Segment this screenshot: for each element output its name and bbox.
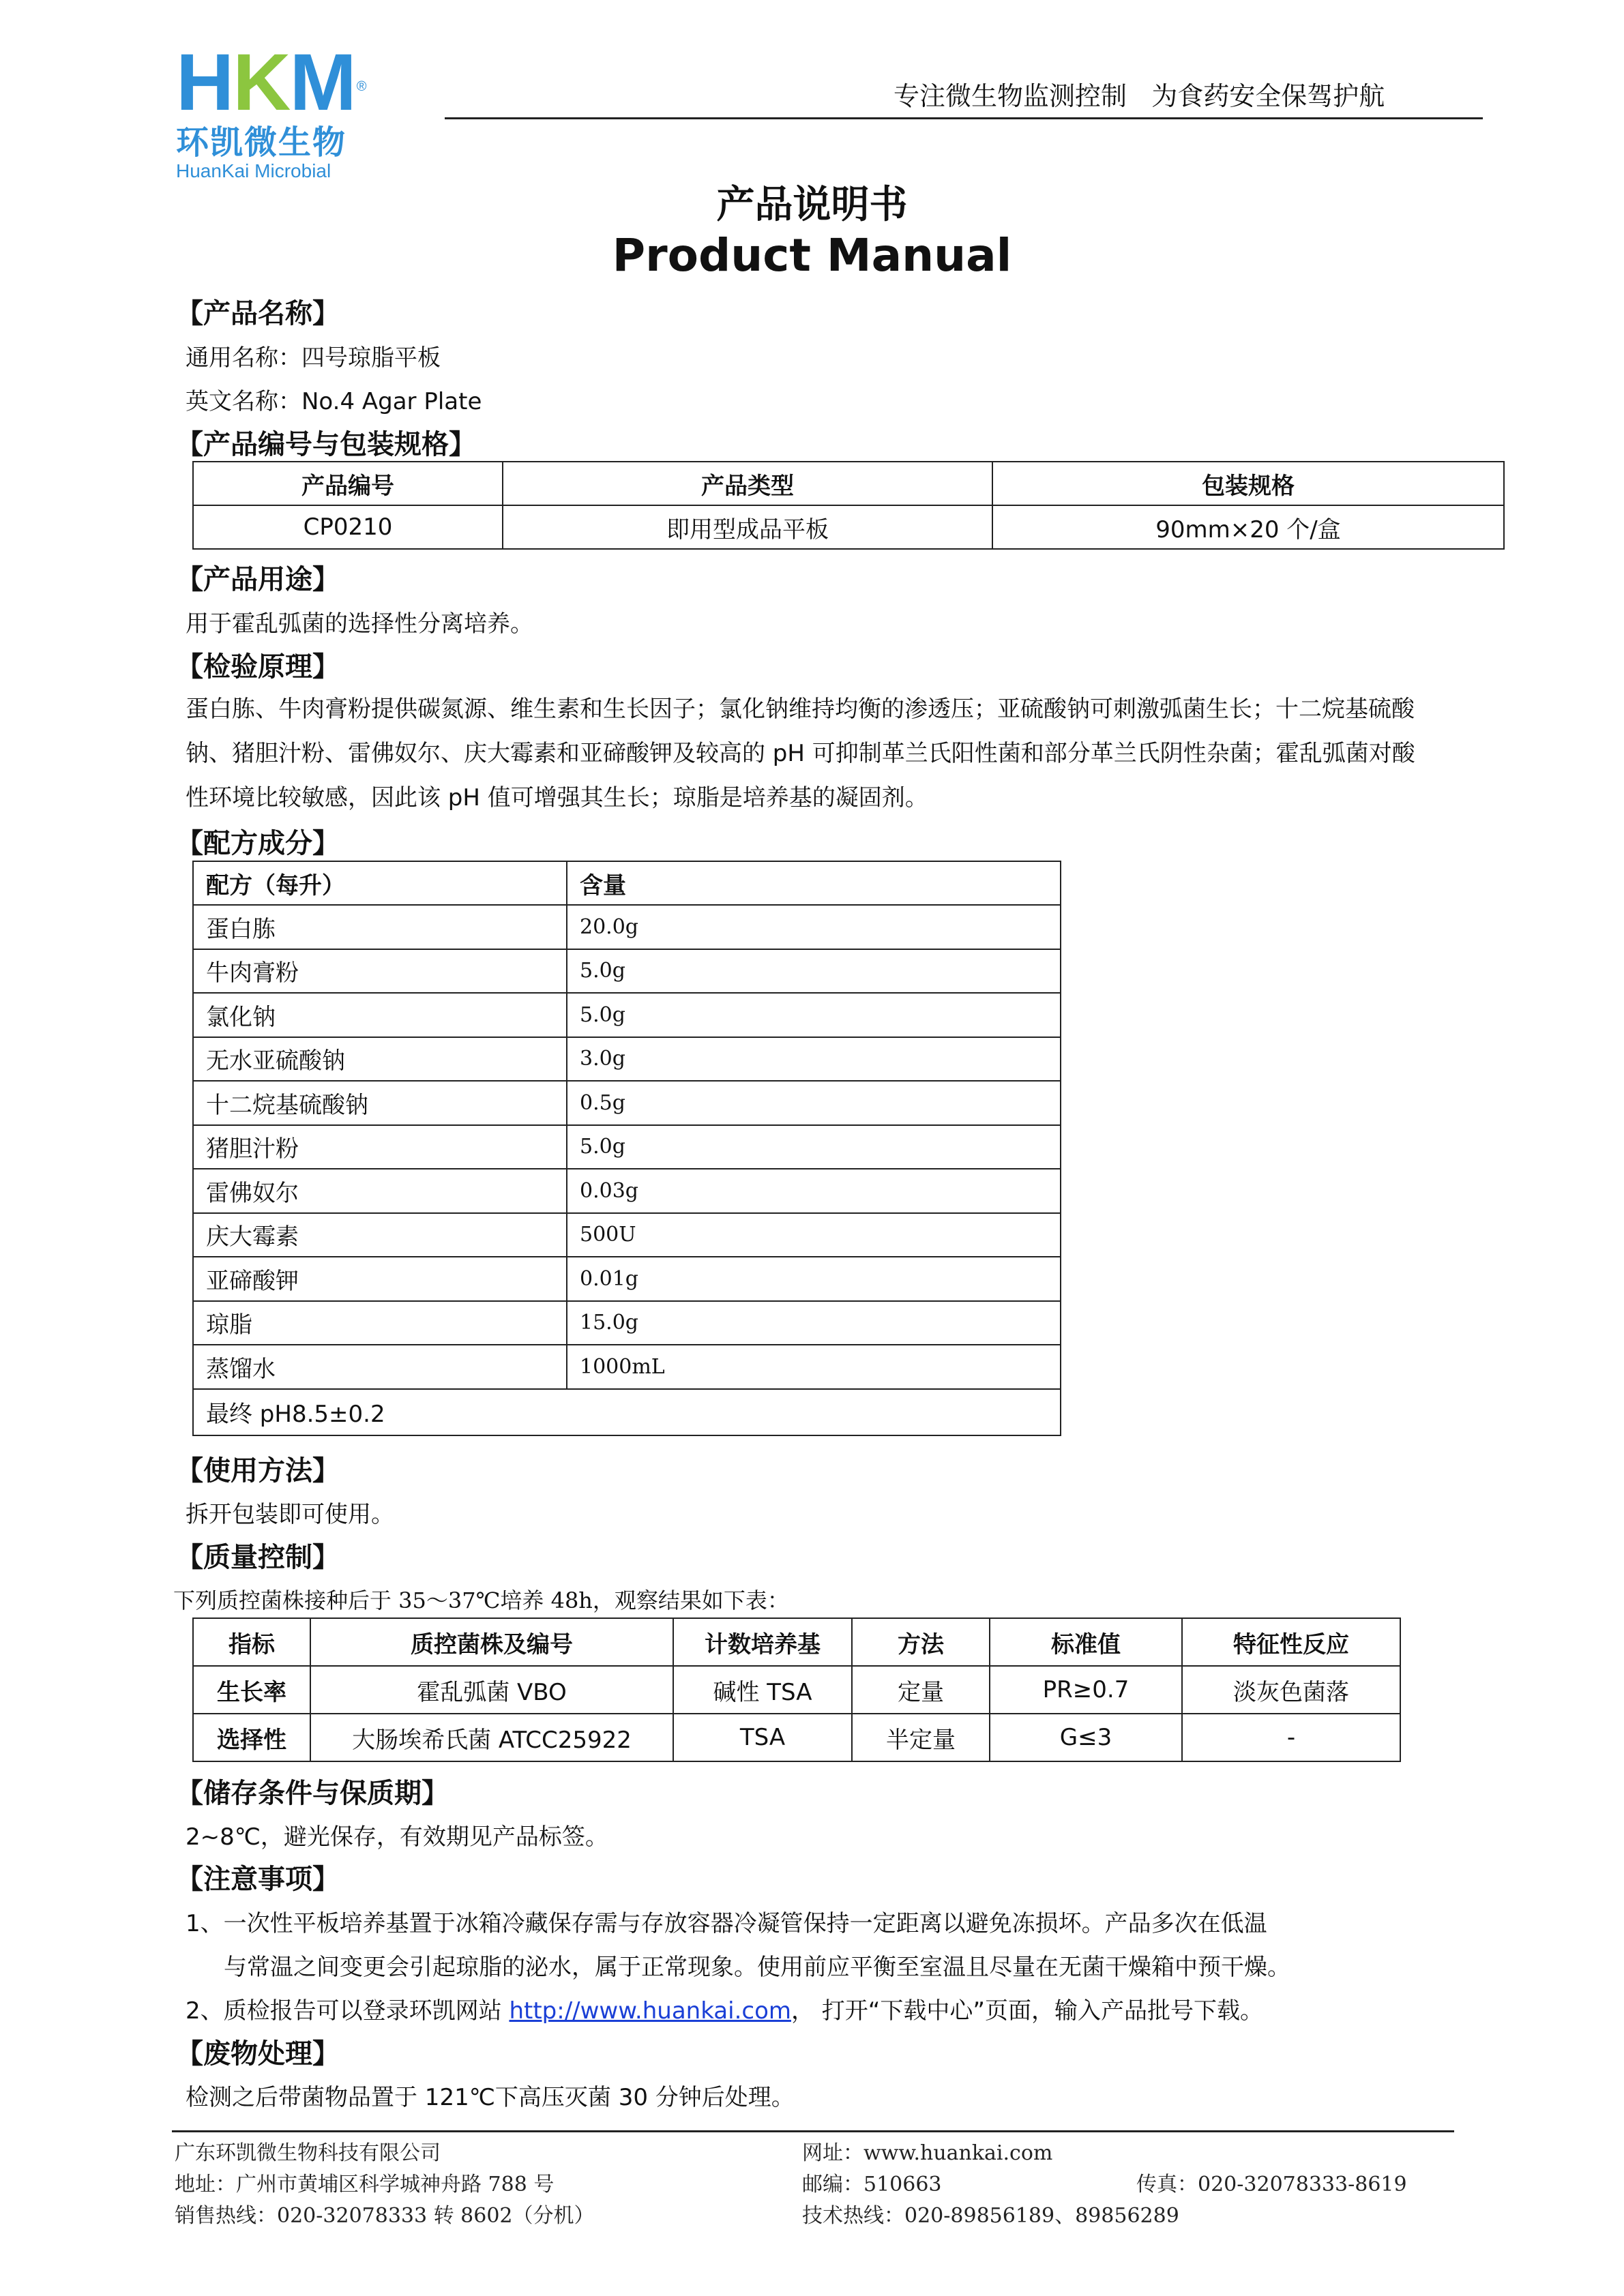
ingredient-name: 氯化钠 <box>193 993 567 1037</box>
method-text: 拆开包装即可使用。 <box>186 1501 394 1528</box>
section-heading-product-name: 【产品名称】 <box>176 298 340 329</box>
table-row <box>193 1257 1061 1301</box>
header-slogan: 专注微生物监测控制 为食药安全保驾护航 <box>894 81 1385 111</box>
section-heading-packaging: 【产品编号与包装规格】 <box>176 429 476 460</box>
ingredient-name: 蛋白胨 <box>193 905 567 949</box>
english-name: 英文名称：No.4 Agar Plate <box>186 388 482 415</box>
header-characteristic-reaction: 特征性反应 <box>1182 1618 1400 1666</box>
section-heading-principle: 【检验原理】 <box>176 651 340 683</box>
qc-strain: 大肠埃希氏菌 ATCC25922 <box>310 1714 673 1761</box>
ingredient-name: 牛肉膏粉 <box>193 949 567 994</box>
final-ph-row <box>193 1389 1061 1435</box>
ingredient-amount: 20.0g <box>567 905 1061 949</box>
table-row <box>193 1666 1400 1714</box>
qc-method: 定量 <box>852 1666 990 1714</box>
note-item-2-suffix: ， 打开“下载中心”页面，输入产品批号下载。 <box>791 1997 1264 2025</box>
footer-address: 地址：广州市黄埔区科学城神舟路 788 号 <box>175 2173 555 2196</box>
principle-text <box>186 687 1502 820</box>
ingredient-amount: 3.0g <box>567 1037 1061 1082</box>
common-name: 通用名称：四号琼脂平板 <box>186 344 441 372</box>
formula-table <box>192 861 1061 1436</box>
table-row <box>193 1714 1400 1761</box>
qc-indicator: 选择性 <box>193 1714 310 1761</box>
ingredient-amount: 5.0g <box>567 949 1061 994</box>
table-header-row <box>193 462 1504 505</box>
qc-medium: TSA <box>673 1714 852 1761</box>
note-item-2-prefix: 2、质检报告可以登录环凯网站 <box>186 1997 510 2025</box>
ingredient-name: 无水亚硫酸钠 <box>193 1037 567 1082</box>
qc-intro: 下列质控菌株接种后于 35～37℃培养 48h，观察结果如下表： <box>173 1587 789 1613</box>
package-spec: 90mm×20 个/盒 <box>992 505 1504 549</box>
ingredient-name: 十二烷基硫酸钠 <box>193 1081 567 1125</box>
qc-method: 半定量 <box>852 1714 990 1761</box>
ingredient-amount: 1000mL <box>567 1345 1061 1389</box>
header-ingredient: 配方（每升） <box>193 861 567 905</box>
table-row <box>193 1345 1061 1389</box>
table-row <box>193 949 1061 994</box>
logo-letter-k: K <box>233 38 290 128</box>
ingredient-amount: 0.03g <box>567 1169 1061 1213</box>
qc-medium: 碱性 TSA <box>673 1666 852 1714</box>
footer-divider <box>172 2130 1454 2132</box>
packaging-table <box>192 461 1505 550</box>
footer-website: 网址：www.huankai.com <box>802 2141 1053 2165</box>
qc-standard: PR≥0.7 <box>990 1666 1182 1714</box>
storage-text: 2~8℃，避光保存，有效期见产品标签。 <box>186 1823 608 1851</box>
section-heading-usage: 【产品用途】 <box>176 564 340 595</box>
qc-reaction: 淡灰色菌落 <box>1182 1666 1400 1714</box>
table-row <box>193 1125 1061 1169</box>
note-item-2 <box>186 1992 1263 2025</box>
section-heading-disposal: 【废物处理】 <box>176 2038 340 2070</box>
table-header-row <box>193 1618 1400 1666</box>
footer-postcode: 邮编：510663 <box>802 2173 942 2196</box>
note-item-1-line-2: 与常温之间变更会引起琼脂的泌水，属于正常现象。使用前应平衡至室温且尽量在无菌干燥箱中预干燥。 <box>224 1954 1290 1981</box>
disposal-text: 检测之后带菌物品置于 121℃下高压灭菌 30 分钟后处理。 <box>186 2084 795 2111</box>
logo-english-name: HuanKai Microbial <box>176 160 331 181</box>
logo-chinese-name: 环凯微生物 <box>176 123 347 162</box>
logo-letter-m: M <box>289 38 355 128</box>
document-title-chinese: 产品说明书 <box>716 183 908 227</box>
section-heading-storage: 【储存条件与保质期】 <box>176 1778 449 1809</box>
table-row <box>193 1081 1061 1125</box>
footer-tech-hotline: 技术热线：020-89856189、89856289 <box>802 2204 1179 2228</box>
header-amount: 含量 <box>567 861 1061 905</box>
table-row <box>193 1301 1061 1345</box>
header-standard-value: 标准值 <box>990 1618 1182 1666</box>
header-divider <box>445 117 1483 119</box>
table-row <box>193 1213 1061 1257</box>
table-row <box>193 505 1504 549</box>
ingredient-name: 亚碲酸钾 <box>193 1257 567 1301</box>
principle-line: 钠、猪胆汁粉、雷佛奴尔、庆大霉素和亚碲酸钾及较高的 pH 可抑制革兰氏阳性菌和部分革兰氏阴性杂菌；霍乱弧菌对酸 <box>186 740 1415 767</box>
ingredient-name: 雷佛奴尔 <box>193 1169 567 1213</box>
section-heading-quality-control: 【质量控制】 <box>176 1542 340 1573</box>
ingredient-amount: 0.5g <box>567 1081 1061 1125</box>
usage-text: 用于霍乱弧菌的选择性分离培养。 <box>186 610 533 638</box>
product-type: 即用型成品平板 <box>503 505 992 549</box>
ingredient-name: 庆大霉素 <box>193 1213 567 1257</box>
logo-letter-h: H <box>176 38 233 128</box>
footer-company: 广东环凯微生物科技有限公司 <box>175 2141 441 2165</box>
ingredient-amount: 5.0g <box>567 1125 1061 1169</box>
table-row <box>193 1169 1061 1213</box>
principle-line: 性环境比较敏感，因此该 pH 值可增强其生长；琼脂是培养基的凝固剂。 <box>186 784 928 811</box>
header-count-medium: 计数培养基 <box>673 1618 852 1666</box>
table-row <box>193 1037 1061 1082</box>
product-code: CP0210 <box>193 505 503 549</box>
header-package-spec: 包装规格 <box>992 462 1504 505</box>
ingredient-amount: 15.0g <box>567 1301 1061 1345</box>
logo-mark <box>176 38 435 128</box>
qc-reaction: - <box>1182 1714 1400 1761</box>
ingredient-name: 猪胆汁粉 <box>193 1125 567 1169</box>
header-strain: 质控菌株及编号 <box>310 1618 673 1666</box>
company-logo <box>176 38 435 181</box>
header-indicator: 指标 <box>193 1618 310 1666</box>
footer-sales-hotline: 销售热线：020-32078333 转 8602（分机） <box>175 2204 595 2228</box>
header-product-type: 产品类型 <box>503 462 992 505</box>
section-heading-formula: 【配方成分】 <box>176 828 340 859</box>
header-method: 方法 <box>852 1618 990 1666</box>
ingredient-amount: 5.0g <box>567 993 1061 1037</box>
note-item-1-line-1: 1、一次性平板培养基置于冰箱冷藏保存需与存放容器冷凝管保持一定距离以避免冻损坏。产品多次在低温 <box>186 1910 1267 1937</box>
ingredient-amount: 500U <box>567 1213 1061 1257</box>
qc-standard: G≤3 <box>990 1714 1182 1761</box>
header-product-code: 产品编号 <box>193 462 503 505</box>
final-ph: 最终 pH8.5±0.2 <box>193 1389 1061 1435</box>
footer-fax: 传真：020-32078333-8619 <box>1136 2173 1407 2196</box>
table-header-row <box>193 861 1061 905</box>
quality-control-table <box>192 1617 1401 1762</box>
ingredient-amount: 0.01g <box>567 1257 1061 1301</box>
section-heading-notes: 【注意事项】 <box>176 1864 340 1895</box>
ingredient-name: 琼脂 <box>193 1301 567 1345</box>
document-title-english: Product Manual <box>612 229 1012 282</box>
qc-strain: 霍乱弧菌 VBO <box>310 1666 673 1714</box>
registered-mark: ® <box>356 79 366 94</box>
qc-indicator: 生长率 <box>193 1666 310 1714</box>
ingredient-name: 蒸馏水 <box>193 1345 567 1389</box>
website-link[interactable]: http://www.huankai.com <box>509 1997 791 2025</box>
principle-line: 蛋白胨、牛肉膏粉提供碳氮源、维生素和生长因子；氯化钠维持均衡的渗透压；亚硫酸钠可刺激弧菌生长；十二烷基硫酸 <box>186 696 1415 723</box>
section-heading-method: 【使用方法】 <box>176 1455 340 1487</box>
table-row <box>193 993 1061 1037</box>
table-row <box>193 905 1061 949</box>
